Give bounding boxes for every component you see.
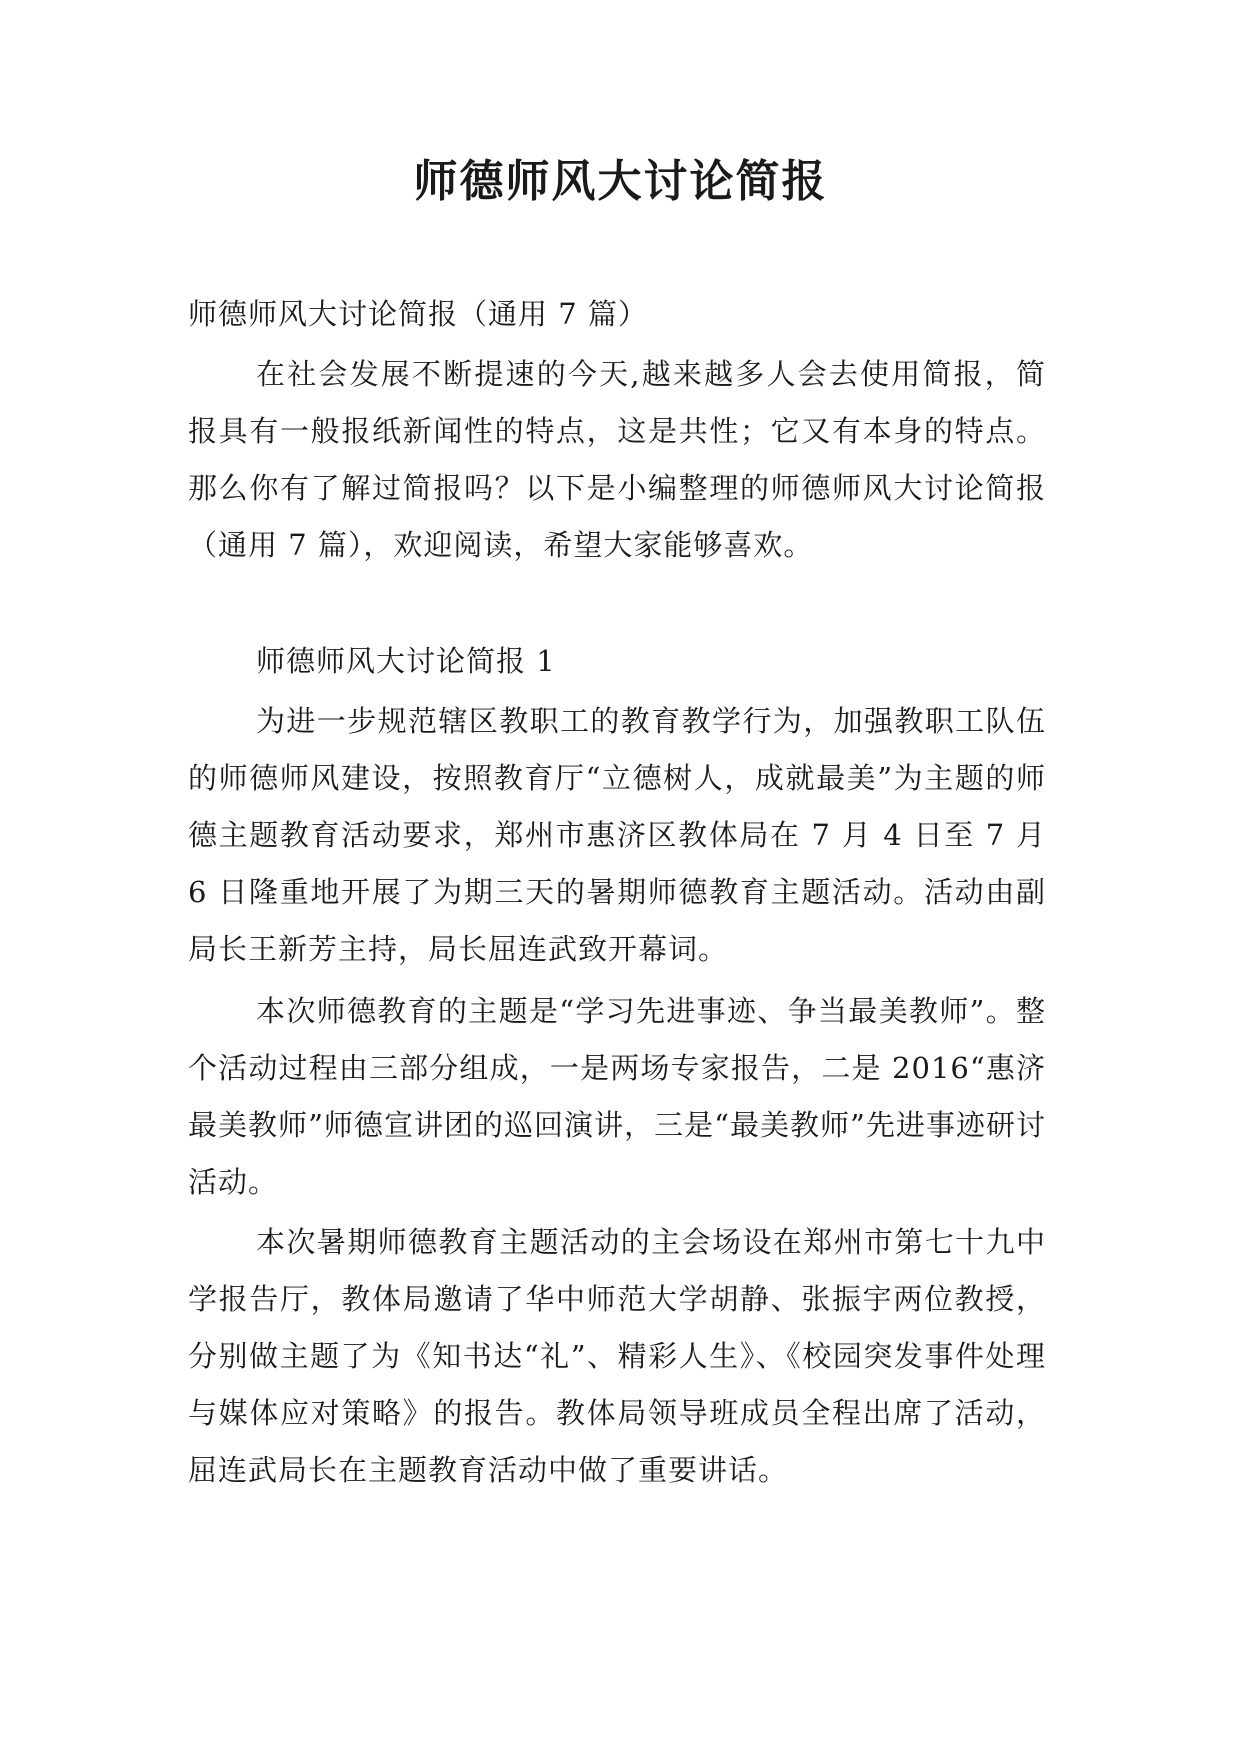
intro-paragraph: 在社会发展不断提速的今天,越来越多人会去使用简报，简报具有一般报纸新闻性的特点，这是共性；它又有本身的特点。那么你有了解过简报吗？以下是小编整理的师德师风大讨论简报（通用 7 篇），欢迎阅读，希望大家能够喜欢。 bbox=[188, 357, 1046, 562]
document-title: 师德师风大讨论简报 bbox=[413, 156, 828, 207]
document-subtitle: 师德师风大讨论简报（通用 7 篇） bbox=[188, 297, 648, 331]
body-paragraph-1: 为进一步规范辖区教职工的教育教学行为，加强教职工队伍的师德师风建设，按照教育厅“立德树人，成就最美”为主题的师德主题教育活动要求，郑州市惠济区教体局在 7 月 4 日至 7 月 6 日隆重地开展了为期三天的暑期师德教育主题活动。活动由副局长王新芳主持，局长屈连武致开幕词。 bbox=[188, 704, 1046, 966]
body-paragraph-3: 本次暑期师德教育主题活动的主会场设在郑州市第七十九中学报告厅，教体局邀请了华中师范大学胡静、张振宇两位教授，分别做主题了为《知书达“礼”、精彩人生》、《校园突发事件处理与媒体应对策略》的报告。教体局领导班成员全程出席了活动，屈连武局长在主题教育活动中做了重要讲话。 bbox=[188, 1225, 1046, 1487]
body-paragraph-2: 本次师德教育的主题是“学习先进事迹、争当最美教师”。整个活动过程由三部分组成，一是两场专家报告，二是 2016“惠济最美教师”师德宣讲团的巡回演讲，三是“最美教师”先进事迹研讨活动。 bbox=[188, 994, 1046, 1199]
section-heading: 师德师风大讨论简报 1 bbox=[256, 644, 556, 678]
